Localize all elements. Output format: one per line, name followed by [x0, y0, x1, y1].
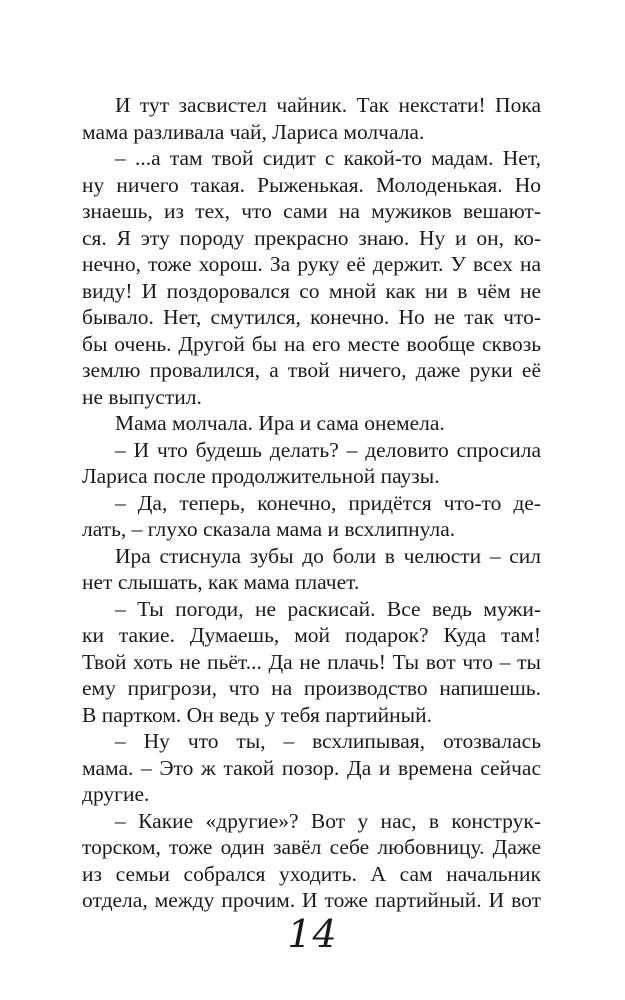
- text-line: ся. Я эту породу прекрасно знаю. Ну и он, ко-: [82, 225, 541, 250]
- body-text: [82, 92, 541, 914]
- text-line: В партком. Он ведь у тебя партийный.: [82, 702, 432, 727]
- text-line: – Какие «другие»? Вот у нас, в конструк-: [115, 808, 541, 833]
- text-line: из семьи собрался уходить. А сам начальник: [82, 861, 541, 886]
- text-line: Ира стиснула зубы до боли в челюсти – сил: [115, 543, 541, 568]
- text-line: Мама молчала. Ира и сама онемела.: [115, 411, 445, 435]
- text-line: – И что будешь делать? – деловито спросила: [115, 437, 541, 462]
- text-line: другие.: [82, 782, 150, 806]
- text-line: ну ничего такая. Рыженькая. Молоденькая. Но: [82, 172, 541, 197]
- text-line: нечно, тоже хорош. За руку её держит. У всех на: [82, 252, 541, 276]
- text-line: – ...а там твой сидит с какой-то мадам. Нет,: [115, 146, 541, 170]
- page-number: 14: [287, 912, 338, 956]
- text-line: – Да, теперь, конечно, придётся что-то де-: [115, 490, 541, 515]
- text-line: лать, – глухо сказала мама и всхлипнула.: [82, 517, 456, 541]
- text-line: землю провалился, а твой ничего, даже руки её: [82, 358, 541, 382]
- text-line: торском, тоже один завёл себе любовницу. Даже: [82, 835, 541, 859]
- text-line: виду! И поздоровался со мной как ни в чём не: [82, 278, 541, 303]
- text-line: знаешь, из тех, что сами на мужиков вешают-: [82, 199, 541, 223]
- text-line: не выпустил.: [82, 384, 202, 409]
- text-line: – Ты погоди, не раскисай. Все ведь мужи-: [115, 596, 541, 621]
- text-line: – Ну что ты, – всхлипывая, отозвалась: [115, 729, 541, 753]
- text-line: нет слышать, как мама плачет.: [82, 570, 360, 594]
- text-line: ему пригрози, что на производство напишешь.: [82, 676, 541, 700]
- text-line: бывало. Нет, смутился, конечно. Но не так что-: [82, 305, 541, 329]
- text-line: И тут засвистел чайник. Так некстати! Пока: [115, 93, 541, 117]
- text-line: Лариса после продолжительной паузы.: [82, 464, 440, 488]
- text-line: Твой хоть не пьёт... Да не плачь! Ты вот что – ты: [82, 649, 541, 674]
- text-line: мама. – Это ж такой позор. Да и времена сейчас: [82, 755, 541, 780]
- text-line: ки такие. Думаешь, мой подарок? Куда там!: [82, 623, 541, 647]
- text-line: отдела, между прочим. И тоже партийный. И вот: [82, 888, 541, 912]
- text-line: бы очень. Другой бы на его месте вообще сквозь: [82, 331, 541, 356]
- text-line: мама разливала чай, Лариса молчала.: [82, 119, 425, 144]
